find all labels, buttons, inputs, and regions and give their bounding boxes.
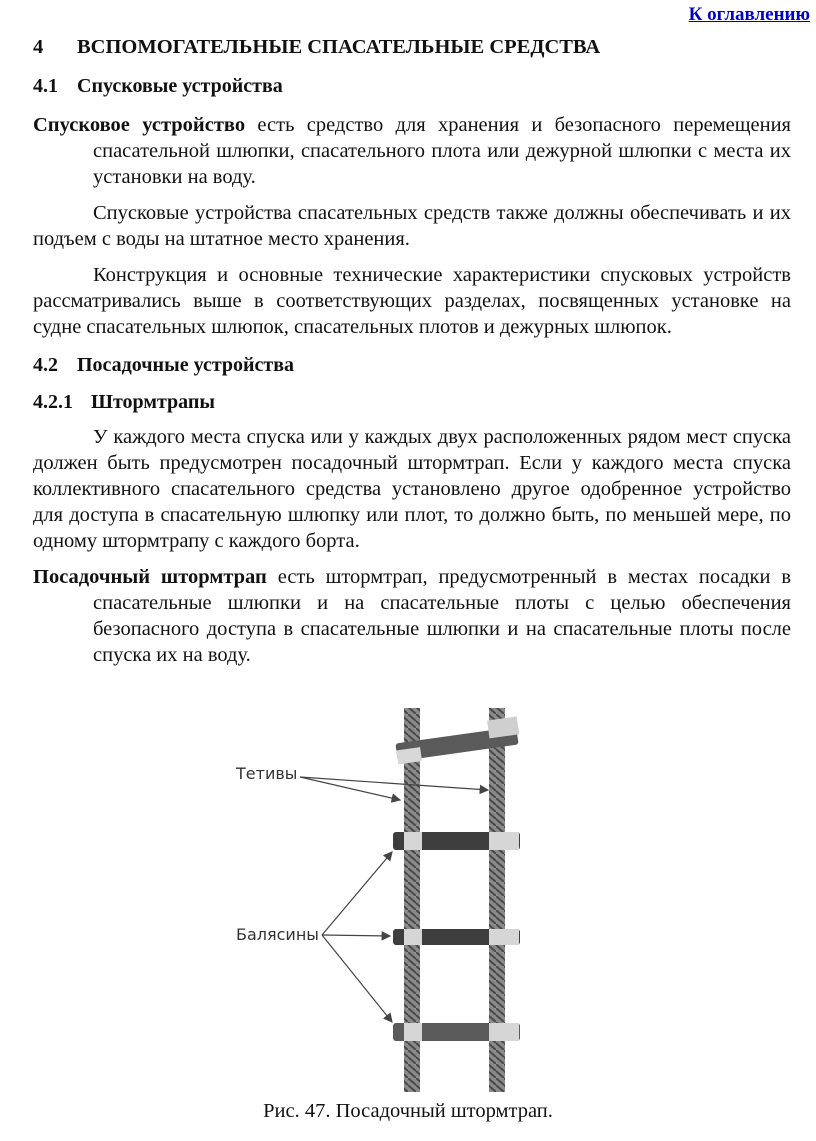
- definition-embarkation-ladder: [33, 564, 791, 668]
- section-title: Спусковые устройства: [77, 75, 283, 97]
- ladder-rung: [393, 929, 520, 945]
- callout-arrow: [300, 777, 400, 800]
- definition-term: Посадочный штормтрап: [33, 566, 267, 588]
- figure-label-ropes: Тетивы: [236, 764, 298, 783]
- figure-caption: Рис. 47. Посадочный штормтрап.: [263, 1100, 553, 1122]
- chapter-title: ВСПОМОГАТЕЛЬНЫЕ СПАСАТЕЛЬНЫЕ СРЕДСТВА: [77, 36, 601, 58]
- definition-launching-device: [33, 112, 791, 190]
- ladder-rung: [393, 832, 520, 850]
- definition-text: есть средство для хранения и безопасного перемещения спасательной шлюпки, спасательного плота или дежурной шлюпки с места их установки на воду.: [93, 114, 791, 188]
- ladder-rung: [395, 716, 519, 764]
- document-body: [33, 36, 791, 678]
- section-4-2-heading: [33, 354, 791, 377]
- paragraph: У каждого места спуска или у каждых двух расположенных рядом мест спуска должен быть предусмотрен посадочный штормтрап. Если у каждого места спуска коллективного спасательного средства установлено другое одобренное устройство для доступа в спасательную шлюпку или плот, то должно быть, по меньшей мере, по одному штормтрапу с каждого борта.: [33, 426, 791, 552]
- callout-arrow: [322, 935, 392, 1022]
- section-title: Штормтрапы: [91, 391, 216, 413]
- callout-arrow: [300, 777, 488, 790]
- callout-arrow: [322, 935, 390, 936]
- paragraph: Конструкция и основные технические характеристики спусковых устройств рассматривались выше в соответствующих разделах, посвященных установке на судне спасательных шлюпок, спасательных плотов и дежурных шлюпок.: [33, 264, 791, 338]
- section-4-2-1-heading: [33, 391, 791, 414]
- paragraph: Спусковые устройства спасательных средств также должны обеспечивать и их подъем с воды на штатное место хранения.: [33, 202, 791, 250]
- callout-arrow: [322, 852, 392, 935]
- definition-term: Спусковое устройство: [33, 114, 246, 136]
- section-title: Посадочные устройства: [77, 354, 295, 376]
- section-number: 4.2.1: [33, 391, 73, 413]
- section-number: 4.2: [33, 354, 58, 376]
- ladder-rope-right: [489, 708, 505, 1092]
- section-4-1-heading: [33, 75, 791, 98]
- chapter-number: 4: [33, 36, 44, 58]
- ladder-rung: [393, 1023, 520, 1041]
- chapter-heading: [33, 36, 791, 59]
- toc-link[interactable]: К оглавлению: [688, 4, 810, 25]
- section-number: 4.1: [33, 75, 58, 97]
- ladder-rope-left: [404, 708, 420, 1092]
- definition-text: есть штормтрап, предусмотренный в местах посадки в спасательные шлюпки и на спасательные плоты с целью обеспечения безопасного доступа в спасательные шлюпки и на спасательные плоты после спуска их на воду.: [93, 566, 792, 666]
- figure-label-rungs: Балясины: [236, 925, 319, 944]
